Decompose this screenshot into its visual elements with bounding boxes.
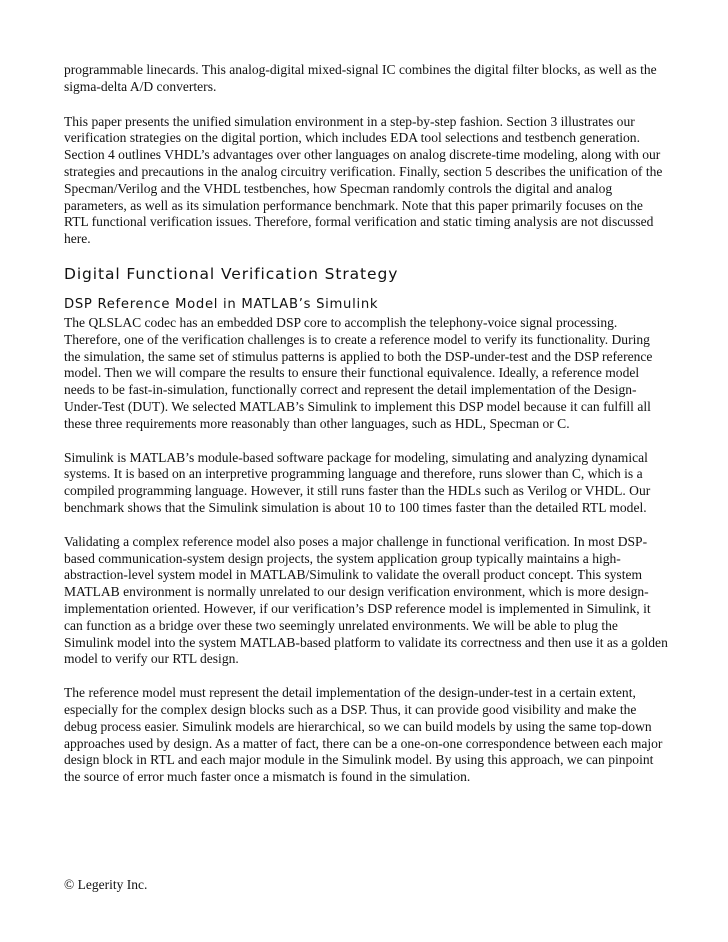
- page-content: [64, 62, 668, 786]
- section-heading: Digital Functional Verification Strategy: [64, 264, 399, 283]
- body-paragraph-3: Validating a complex reference model also poses a major challenge in functional verification. In most DSP-based communication-system design projects, the system application group typically maintains a high-abstraction-level system model in MATLAB/Simulink to validate the overall product concept. This system MATLAB environment is normally unrelated to our design verification environment, which is more design-implementation oriented. However, if our verification’s DSP reference model is implemented in Simulink, it can function as a bridge over these two seemingly unrelated environments. We will be able to plug the Simulink model into the system MATLAB-based platform to validate its correctness and then use it as a golden model to verify our RTL design.: [64, 533, 668, 667]
- footer-copyright: © Legerity Inc.: [64, 877, 148, 892]
- subsection-heading: DSP Reference Model in MATLAB’s Simulink: [64, 296, 379, 312]
- body-paragraph-2: Simulink is MATLAB’s module-based software package for modeling, simulating and analyzing dynamical systems. It is based on an interpretive programming language and therefore, runs slower than C, which is a compiled programming language. However, it still runs faster than the HDLs such as Verilog or VHDL. Our benchmark shows that the Simulink simulation is about 10 to 100 times faster than the detailed RTL model.: [64, 449, 651, 515]
- intro-paragraph-1: programmable linecards. This analog-digital mixed-signal IC combines the digital filter blocks, as well as the sigma-delta A/D converters.: [64, 62, 657, 94]
- body-paragraph-1: The QLSLAC codec has an embedded DSP core to accomplish the telephony-voice signal processing. Therefore, one of the verification challenges is to create a reference model to verify its functionality. During the simulation, the same set of stimulus patterns is applied to both the DSP-under-test and the DSP reference model. Then we will compare the results to ensure their functional equivalence. Ideally, a reference model needs to be fast-in-simulation, functionally correct and represent the detail implementation of the Design-Under-Test (DUT). We selected MATLAB’s Simulink to implement this DSP model because it can fulfill all these three requirements more reasonably than other languages, such as HDL, Specman or C.: [64, 314, 653, 431]
- intro-paragraph-2: This paper presents the unified simulation environment in a step-by-step fashion. Section 3 illustrates our verification strategies on the digital portion, which includes EDA tool selections and testbench generation. Section 4 outlines VHDL’s advantages over other languages on analog discrete-time modeling, along with our strategies and precautions in the analog circuitry verification. Finally, section 5 describes the unification of the Specman/Verilog and the VHDL testbenches, how Specman randomly controls the digital and analog parameters, as well as its simulation performance benchmark. Note that this paper primarily focuses on the RTL functional verification issues. Therefore, formal verification and static timing analysis are not discussed here.: [64, 113, 663, 247]
- body-paragraph-4: The reference model must represent the detail implementation of the design-under-test in a certain extent, especially for the complex design blocks such as a DSP. Thus, it can provide good visibility and make the debug process easier. Simulink models are hierarchical, so we can build models by using the same top-down approaches used by design. As a matter of fact, there can be a one-on-one correspondence between each major design block in RTL and each major module in the Simulink model. By using this approach, we can pinpoint the source of error much faster once a mismatch is found in the simulation.: [64, 685, 663, 785]
